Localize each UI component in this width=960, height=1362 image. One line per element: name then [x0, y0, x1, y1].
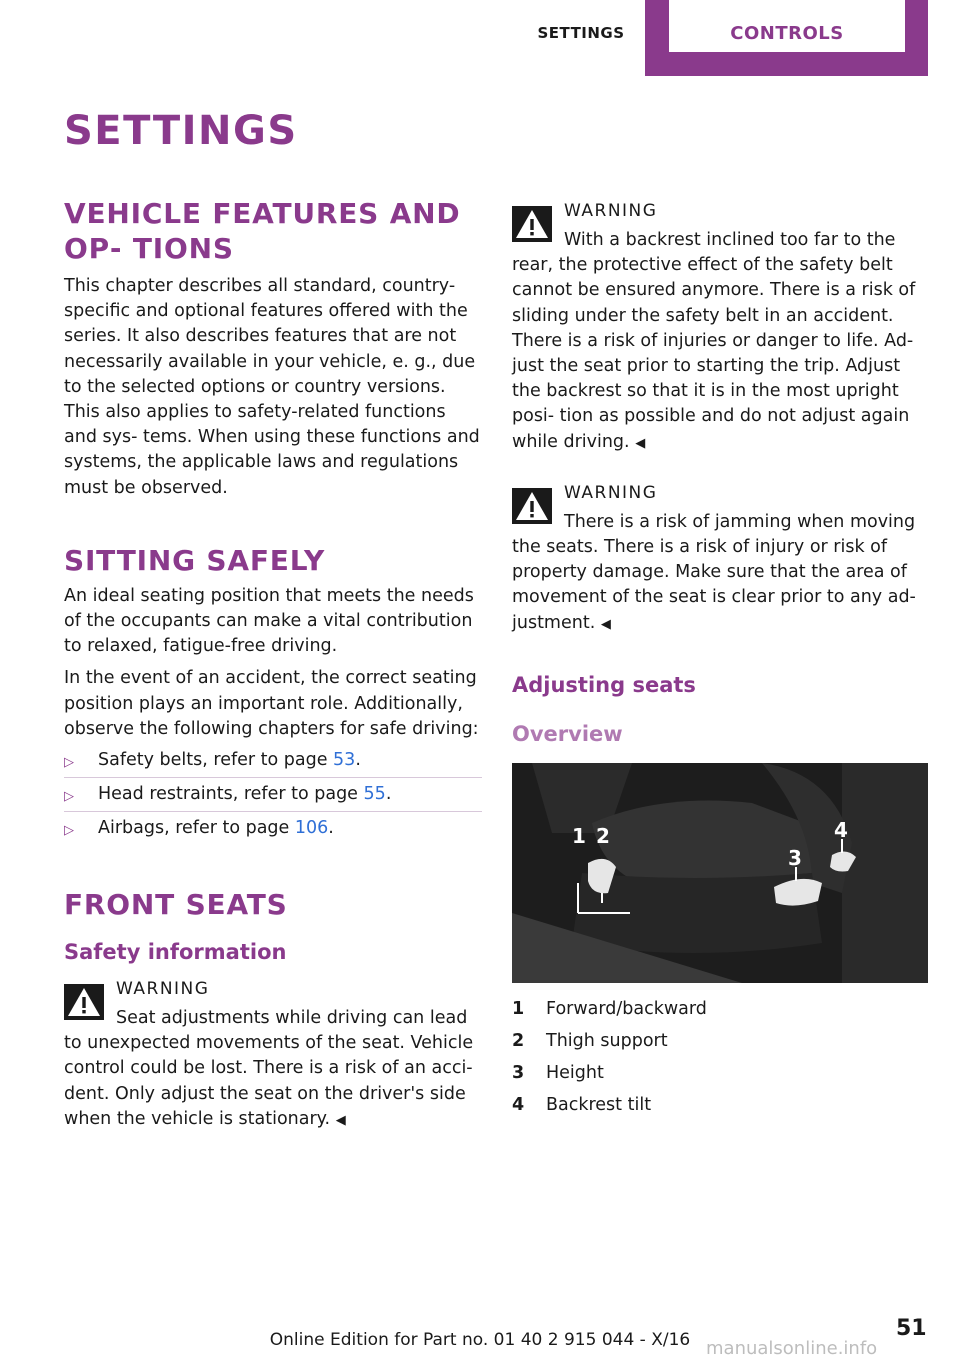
list-item: ▷ Airbags, refer to page 106.: [64, 812, 482, 845]
warning-block: WARNING Seat adjustments while driving can lead to unexpected movements of the seat. Vehicle control could be lost. There is a risk of an acci‐ dent. Only adjust the seat on the driver's side when the vehicle is stationary. ◀: [64, 976, 482, 1133]
list-item: 1 Forward/backward: [512, 998, 707, 1019]
seat-illustration: [512, 763, 928, 983]
list-item: 4 Backrest tilt: [512, 1094, 652, 1115]
page-link-106[interactable]: 106: [294, 818, 329, 839]
warning-triangle-icon: [512, 206, 552, 242]
seat-overview-figure: [512, 763, 928, 983]
vehicle-features-body: This chapter describes all standard, country-specific and optional features offered with the series. It also describes features that are not necessarily available in your vehicle, e. g., due to the selected options or country versions. This also applies to safety-related functions and sys‐ tems. When using these functions and systems, the applicable laws and regulations must be observed.: [64, 276, 480, 498]
left-column: [64, 196, 482, 1133]
watermark-text: manualsonline.info: [706, 1338, 878, 1359]
header-section-label: SETTINGS: [537, 24, 625, 42]
safety-information-heading: Safety information: [64, 940, 287, 965]
triangle-bullet-icon: ▷: [64, 755, 74, 771]
header-chapter-label: CONTROLS: [669, 0, 905, 52]
list-item: 2 Thigh support: [512, 1030, 668, 1051]
page-number: 51: [896, 1316, 927, 1341]
front-seats-heading: FRONT SEATS: [64, 888, 288, 922]
adjusting-seats-heading: Adjusting seats: [512, 672, 696, 697]
page-link-55[interactable]: 55: [363, 784, 386, 805]
triangle-bullet-icon: ▷: [64, 823, 74, 839]
safety-link-list: [64, 744, 482, 845]
sitting-safely-heading: SITTING SAFELY: [64, 543, 326, 577]
page-title: SETTINGS: [64, 108, 298, 154]
figure-callout-1: 1: [572, 823, 586, 848]
warning-triangle-icon: [512, 488, 552, 524]
warning-label: WARNING: [116, 979, 210, 1000]
warning-label: WARNING: [564, 201, 658, 221]
end-marker-icon: ◀: [635, 435, 646, 451]
end-marker-icon: ◀: [600, 616, 611, 632]
end-marker-icon: ◀: [335, 1112, 346, 1128]
page-link-53[interactable]: 53: [333, 750, 356, 771]
list-item: ▷ Safety belts, refer to page 53.: [64, 744, 482, 778]
warning-triangle-icon: [64, 984, 104, 1020]
warning-label: WARNING: [564, 482, 658, 503]
vehicle-features-heading: VEHICLE FEATURES AND OP‐ TIONS: [64, 197, 461, 265]
figure-callout-4: 4: [834, 817, 848, 842]
right-column: [512, 198, 930, 1121]
header-chapter-tab[interactable]: [645, 0, 928, 76]
overview-heading: Overview: [512, 721, 623, 746]
warning-block: WARNING With a backrest inclined too far to the rear, the protective effect of the safety belt cannot be ensured anymore. There is a risk of sliding under the safety belt in an accident. There is a risk of injuries or danger to life. Ad‐ just the seat prior to starting the trip. Adjust the backrest so that it is in the most upright posi‐ tion as possible and do not adjust again while driving. ◀: [512, 198, 930, 456]
list-item: 3 Height: [512, 1062, 604, 1083]
sitting-safely-p2: In the event of an accident, the correct seating position plays an important role. Additionally, observe the following chapters for safe driving:: [64, 668, 479, 739]
sitting-safely-p1: An ideal seating position that meets the needs of the occupants can make a vital contribution to relaxed, fatigue-free driving.: [64, 585, 474, 657]
figure-legend: [512, 993, 930, 1121]
list-item: ▷ Head restraints, refer to page 55.: [64, 778, 482, 812]
warning-block: WARNING There is a risk of jamming when moving the seats. There is a risk of injury or risk of property damage. Make sure that the area of movement of the seat is clear prior to any ad‐ justment. ◀: [512, 480, 930, 637]
footer-edition-text: Online Edition for Part no. 01 40 2 915 044 - X/16: [269, 1330, 691, 1350]
figure-callout-2: 2: [596, 823, 610, 848]
triangle-bullet-icon: ▷: [64, 789, 74, 805]
figure-callout-3: 3: [788, 845, 802, 870]
